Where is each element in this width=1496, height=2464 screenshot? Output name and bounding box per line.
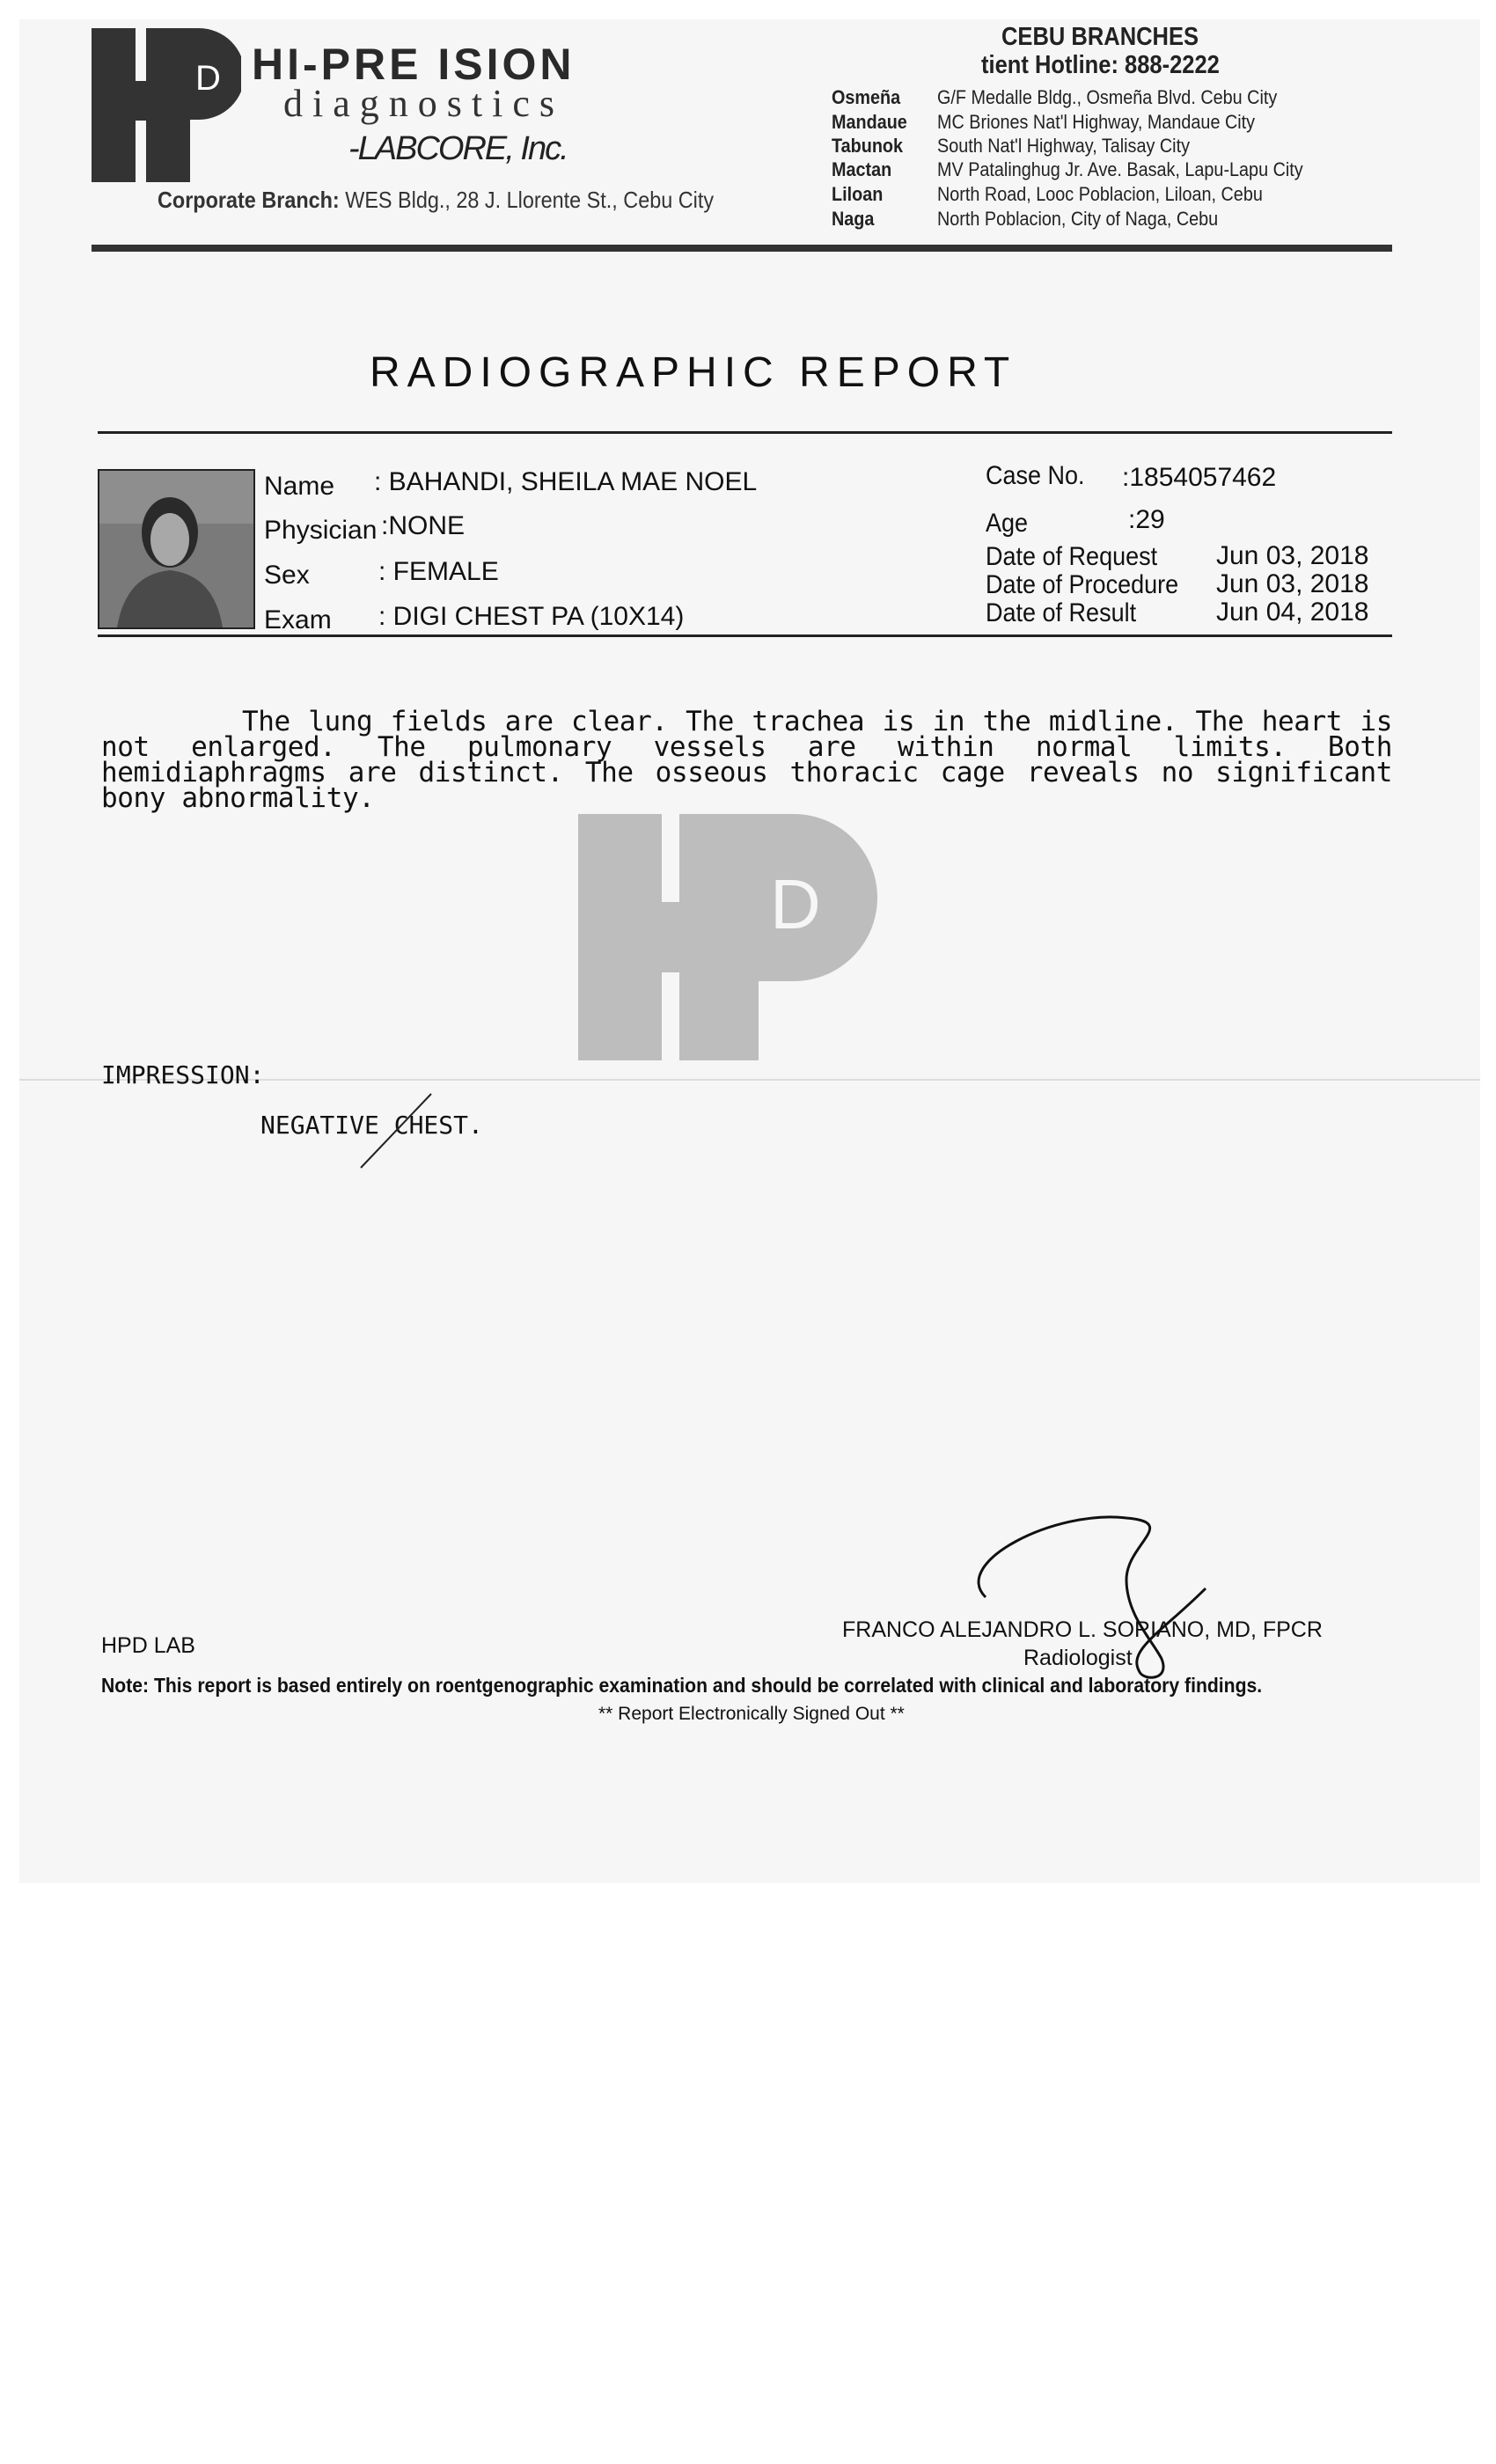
branch-address: North Poblacion, City of Naga, Cebu — [937, 208, 1219, 230]
hpd-logo — [92, 28, 241, 182]
corporate-branch: Corporate Branch: WES Bldg., 28 J. Llorente St., Cebu City — [158, 187, 715, 213]
physician-label: Physician — [264, 516, 378, 545]
sex-value: : FEMALE — [378, 557, 499, 586]
branch-address: MC Briones Nat'l Highway, Mandaue City — [937, 111, 1256, 133]
branch-name: Mandaue — [832, 111, 907, 133]
header-divider — [92, 245, 1392, 252]
patient-photo — [98, 469, 255, 629]
svg-text:D: D — [770, 865, 821, 943]
radiologist-name: FRANCO ALEJANDRO L. SORIANO, MD, FPCR — [842, 1617, 1323, 1642]
divider — [98, 634, 1392, 637]
branch-address: G/F Medalle Bldg., Osmeña Blvd. Cebu City — [937, 86, 1278, 108]
svg-text:D: D — [195, 59, 221, 98]
branch-address: South Nat'l Highway, Talisay City — [937, 135, 1190, 157]
radiologist-role: Radiologist — [1023, 1646, 1133, 1670]
branch-name: Liloan — [832, 183, 884, 205]
age-value: :29 — [1128, 505, 1165, 534]
case-value: :1854057462 — [1122, 463, 1277, 492]
name-value: : BAHANDI, SHEILA MAE NOEL — [374, 467, 758, 496]
branch-name: Naga — [832, 208, 875, 230]
brand-sub: diagnostics — [283, 82, 564, 125]
findings-line: hemidiaphragms are distinct. The osseous thoracic cage reveals no significant — [101, 757, 1392, 788]
procedure-value: Jun 03, 2018 — [1216, 569, 1369, 598]
branch-name: Osmeña — [832, 86, 901, 108]
brand-name: HI-PRE ISION — [252, 40, 576, 89]
divider — [98, 431, 1392, 434]
hotline: tient Hotline: 888-2222 — [981, 51, 1220, 79]
lab-name: HPD LAB — [101, 1633, 195, 1658]
findings-line: bony abnormality. — [101, 782, 375, 814]
branch-address: North Road, Looc Poblacion, Liloan, Cebu — [937, 183, 1263, 205]
impression-value: NEGATIVE CHEST. — [260, 1111, 483, 1140]
branch-address: MV Patalinghug Jr. Ave. Basak, Lapu-Lapu City — [937, 158, 1303, 180]
branch-name: Mactan — [832, 158, 892, 180]
request-value: Jun 03, 2018 — [1216, 541, 1369, 570]
brand-company: -LABCORE, Inc. — [348, 130, 568, 167]
sex-label: Sex — [264, 561, 310, 590]
impression-label: IMPRESSION: — [101, 1060, 265, 1089]
age-label: Age — [986, 509, 1029, 538]
findings — [101, 706, 1392, 814]
request-label: Date of Request — [986, 542, 1158, 571]
exam-value: : DIGI CHEST PA (10X14) — [378, 602, 685, 631]
name-label: Name — [264, 472, 335, 501]
branch-name: Tabunok — [832, 135, 904, 157]
report-title: RADIOGRAPHIC REPORT — [370, 349, 1017, 396]
exam-label: Exam — [264, 605, 332, 634]
result-value: Jun 04, 2018 — [1216, 598, 1369, 627]
findings-line: not enlarged. The pulmonary vessels are within normal limits. Both — [101, 731, 1392, 763]
disclaimer-note: Note: This report is based entirely on roentgenographic examination and should be correlated with clinical and laboratory findings. — [101, 1674, 1263, 1697]
case-label: Case No. — [986, 461, 1085, 490]
physician-value: :NONE — [381, 511, 466, 540]
hpd-watermark — [578, 814, 904, 1060]
findings-line: The lung fields are clear. The trachea is in the midline. The heart is — [242, 706, 1392, 737]
procedure-label: Date of Procedure — [986, 570, 1179, 599]
signed-out-notice: ** Report Electronically Signed Out ** — [598, 1704, 905, 1724]
result-label: Date of Result — [986, 598, 1137, 627]
pen-slash-mark — [352, 1087, 440, 1175]
branches-title: CEBU BRANCHES — [1001, 23, 1199, 51]
